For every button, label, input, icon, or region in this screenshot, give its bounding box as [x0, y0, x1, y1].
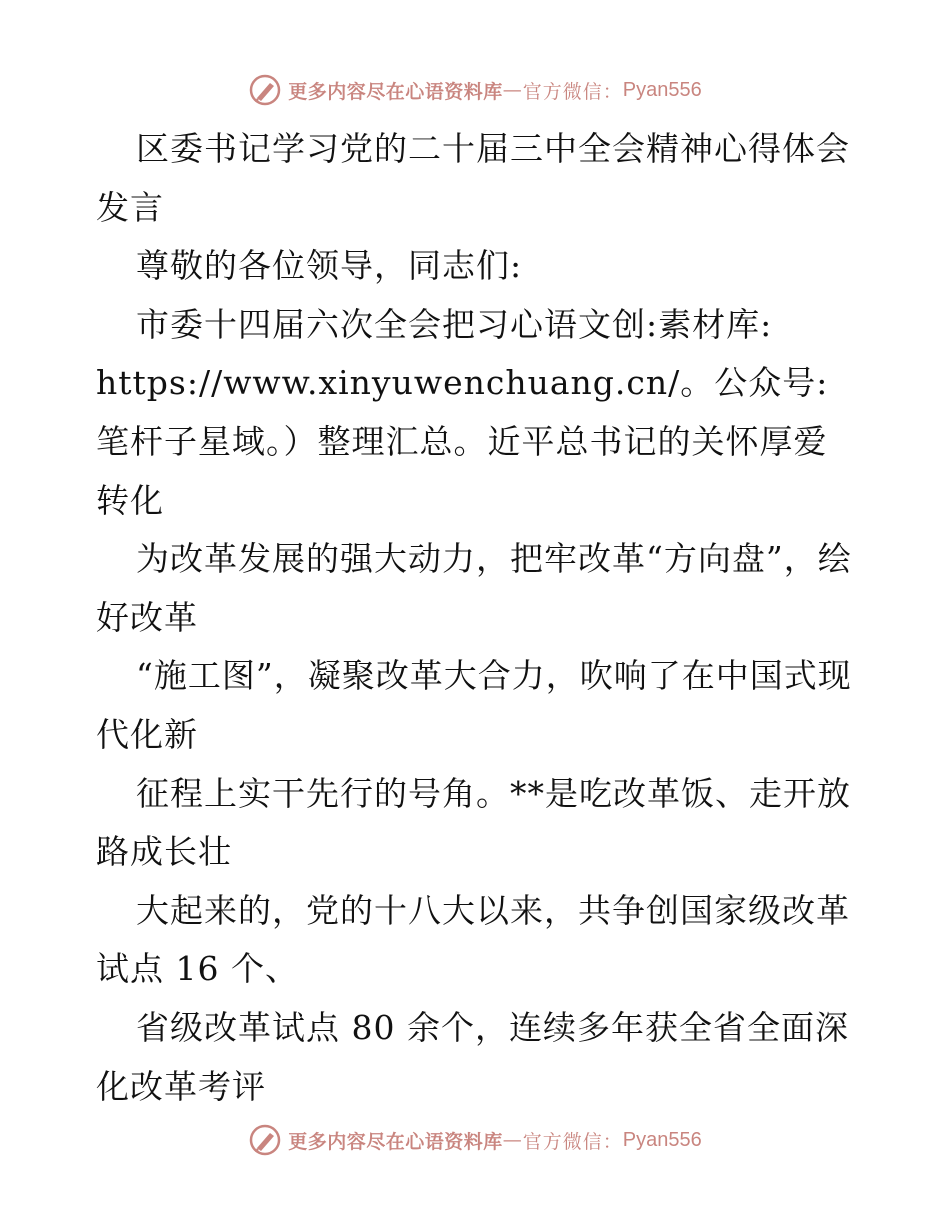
- pen-logo-icon: [248, 1123, 282, 1157]
- banner-wechat-label: 官方微信：: [522, 80, 623, 103]
- paragraph: 为改革发展的强大动力，把牢改革“方向盘”，绘好改革: [96, 539, 852, 637]
- banner-text: 更多内容尽在心语资料库: [288, 80, 503, 103]
- banner-wechat-id: Pyan556: [622, 1128, 702, 1151]
- paragraph: 大起来的，党的十八大以来，共争创国家级改革试点 16 个、: [96, 890, 850, 989]
- banner-text: 更多内容尽在心语资料库: [288, 1130, 503, 1153]
- paragraph: “施工图”，凝聚改革大合力，吹响了在中国式现代化新: [96, 656, 852, 754]
- banner-dash: —: [502, 79, 523, 101]
- banner-dash: —: [502, 1129, 523, 1151]
- document-title: 区委书记学习党的二十届三中全会精神心得体会发言: [96, 129, 850, 227]
- header-watermark-banner: [0, 70, 950, 110]
- paragraph: 市委十四届六次全会把习心语文创:素材库: https://www.xinyuwenchuang.cn/。公众号: 笔杆子星域。）整理汇总。近平总书记的关怀厚爱转化: [96, 304, 829, 520]
- banner-wechat-id: Pyan556: [622, 78, 702, 101]
- salutation: 尊敬的各位领导，同志们:: [136, 246, 523, 286]
- pen-logo-icon: [248, 73, 282, 107]
- document-body: [96, 120, 856, 1116]
- footer-watermark-banner: [0, 1120, 950, 1160]
- banner-wechat-label: 官方微信：: [522, 1130, 623, 1153]
- paragraph: 省级改革试点 80 余个，连续多年获全省全面深化改革考评: [96, 1007, 849, 1106]
- paragraph: 征程上实干先行的号角。**是吃改革饭、走开放路成长壮: [96, 773, 851, 872]
